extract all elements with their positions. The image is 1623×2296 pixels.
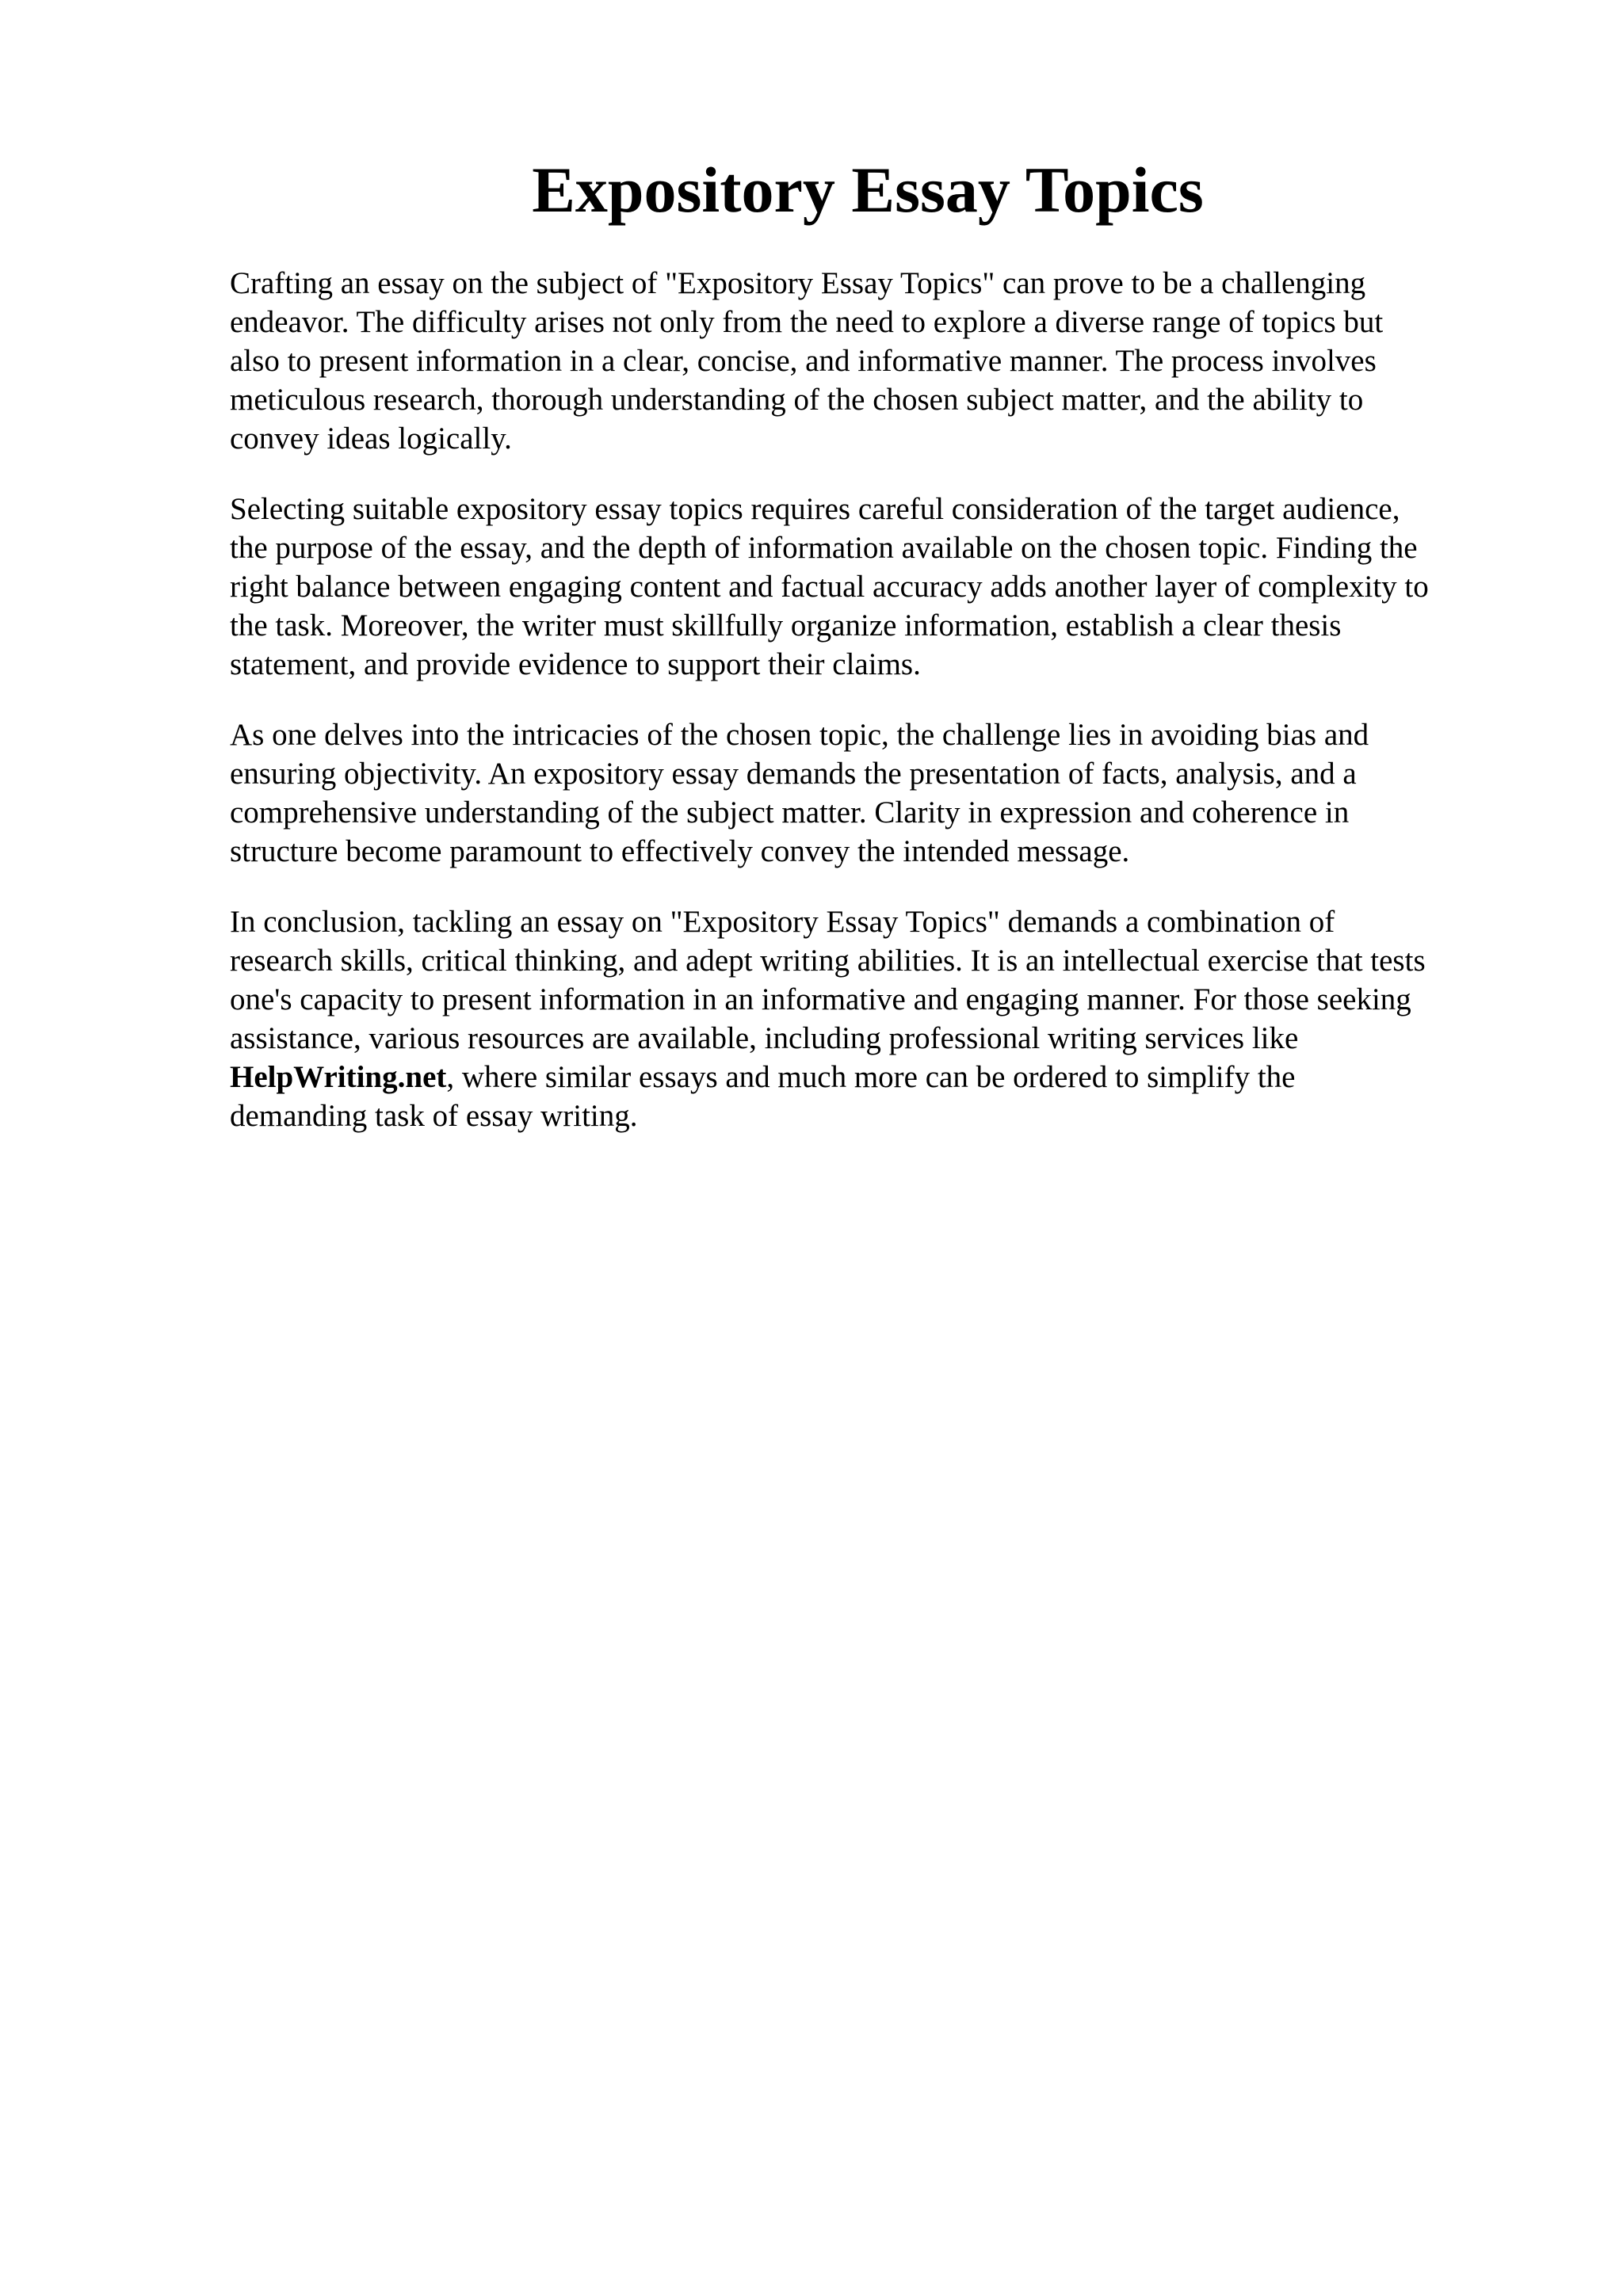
paragraph-line: right balance between engaging content and factual accuracy adds another layer of complexity to — [230, 570, 1429, 604]
paragraph-line: comprehensive understanding of the subject matter. Clarity in expression and coherence in — [230, 795, 1350, 830]
paragraph-2 — [230, 490, 1514, 684]
paragraph-line: meticulous research, thorough understanding of the chosen subject matter, and the ability to — [230, 383, 1364, 417]
paragraph-line-with-brand — [230, 1058, 1514, 1097]
paragraph-1 — [230, 264, 1514, 458]
paragraph-line: demanding task of essay writing. — [230, 1099, 638, 1133]
paragraph-line: assistance, various resources are available, including professional writing services like — [230, 1021, 1299, 1055]
paragraph-line: ensuring objectivity. An expository essay demands the presentation of facts, analysis, and a — [230, 757, 1357, 791]
page-title: Expository Essay Topics — [532, 154, 1204, 226]
paragraph-3 — [230, 715, 1514, 871]
paragraph-line: Selecting suitable expository essay topics requires careful consideration of the target audience, — [230, 492, 1400, 526]
paragraph-4 — [230, 902, 1514, 1135]
paragraph-line: the purpose of the essay, and the depth of information available on the chosen topic. Finding the — [230, 531, 1418, 565]
paragraph-line: endeavor. The difficulty arises not only from the need to explore a diverse range of topics but — [230, 305, 1384, 339]
brand-name: HelpWriting.net — [230, 1060, 447, 1094]
paragraph-line: In conclusion, tackling an essay on "Expository Essay Topics" demands a combination of — [230, 905, 1335, 939]
document-body — [230, 264, 1514, 1167]
paragraph-line: Crafting an essay on the subject of "Expository Essay Topics" can prove to be a challenging — [230, 266, 1366, 300]
paragraph-line: one's capacity to present information in an informative and engaging manner. For those seeking — [230, 982, 1411, 1016]
paragraph-line: convey ideas logically. — [230, 421, 512, 456]
paragraph-line: As one delves into the intricacies of the chosen topic, the challenge lies in avoiding bias and — [230, 718, 1369, 752]
paragraph-line: research skills, critical thinking, and adept writing abilities. It is an intellectual exercise that tests — [230, 944, 1426, 978]
brand-trailing-text: , where similar essays and much more can be ordered to simplify the — [446, 1060, 1296, 1094]
paragraph-line: also to present information in a clear, concise, and informative manner. The process involves — [230, 344, 1377, 378]
paragraph-line: structure become paramount to effectively convey the intended message. — [230, 834, 1130, 868]
paragraph-line: statement, and provide evidence to support their claims. — [230, 647, 921, 681]
paragraph-line: the task. Moreover, the writer must skillfully organize information, establish a clear thesis — [230, 608, 1342, 643]
